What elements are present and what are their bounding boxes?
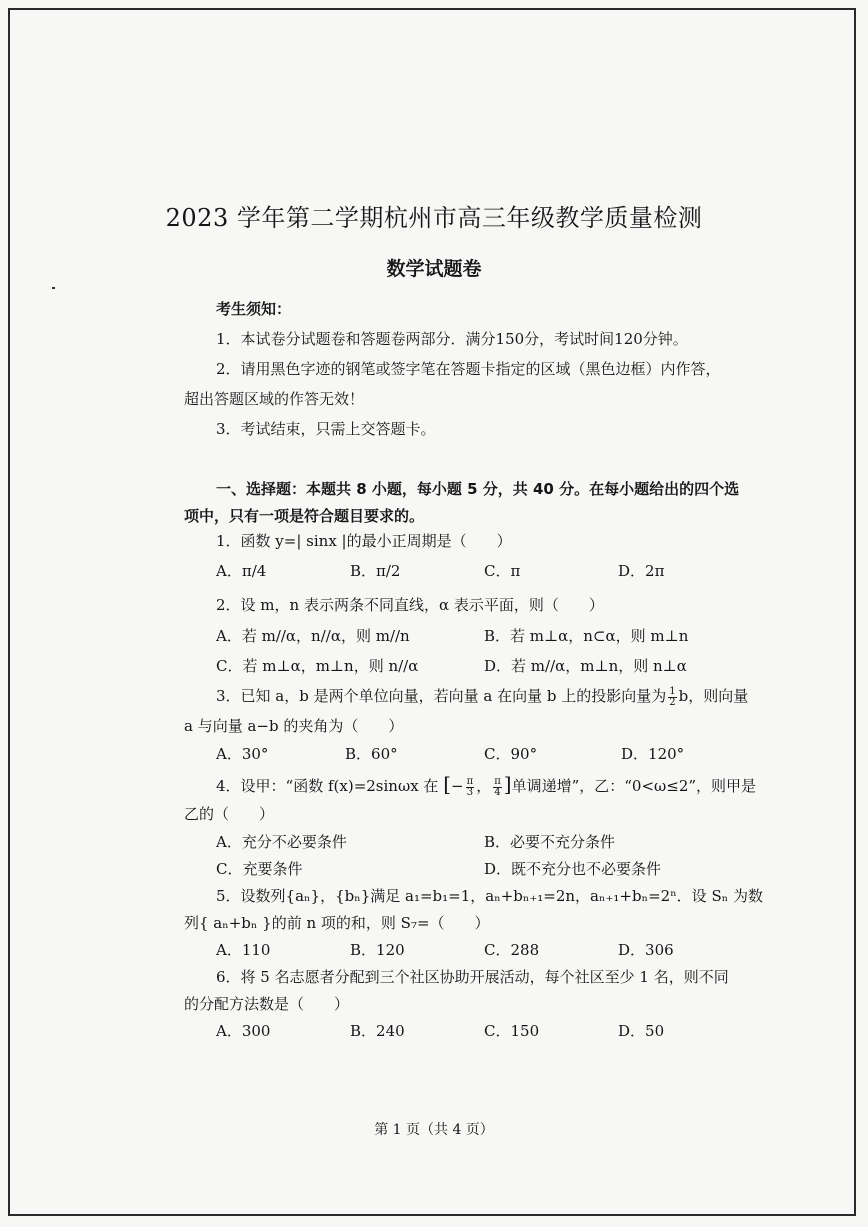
q3-line1-text-b: b，则向量	[678, 687, 749, 705]
exam-title: 2023 学年第二学期杭州市高三年级教学质量检测	[165, 204, 703, 232]
notice-item-3: 3．考试结束，只需上交答题卡。	[216, 420, 436, 438]
q2-stem: 2．设 m，n 表示两条不同直线，α 表示平面，则（ ）	[216, 596, 604, 614]
section-heading-line1: 一、选择题：本题共 8 小题，每小题 5 分，共 40 分。在每小题给出的四个选	[216, 480, 740, 498]
q6-line2: 的分配方法数是（ ）	[184, 995, 350, 1013]
q3-line1	[216, 686, 748, 708]
q4-option-c: C．充要条件	[216, 860, 303, 878]
q6-option-b: B．240	[350, 1022, 405, 1040]
q1-option-c: C．π	[484, 562, 521, 580]
interval-lower: − $\frac{\pi}{3}$ ， $\frac{\pi}{4}$	[451, 775, 501, 798]
q5-option-a: A．110	[216, 941, 271, 959]
exam-subtitle: 数学试题卷	[386, 258, 482, 280]
q6-line1: 6．将 5 名志愿者分配到三个社区协助开展活动，每个社区至少 1 名，则不同	[216, 968, 729, 986]
q1-option-b: B．π/2	[350, 562, 401, 580]
q1-stem: 1．函数 y=| sinx |的最小正周期是（ ）	[216, 532, 512, 550]
q6-option-c: C．150	[484, 1022, 540, 1040]
q2-option-a: A．若 m//α，n//α，则 m//n	[216, 627, 410, 645]
q4-line1-text-a: 4．设甲：“函数 f(x)=2sinωx 在	[216, 777, 439, 795]
notice-heading: 考生须知：	[216, 300, 292, 318]
q4-option-a: A．充分不必要条件	[216, 833, 347, 851]
q2-option-d: D．若 m//α，m⊥n，则 n⊥α	[484, 657, 687, 675]
q4-line1-text-b: 单调递增”，乙：“0<ω≤2”，则甲是	[511, 777, 757, 795]
section-heading-line2: 项中，只有一项是符合题目要求的。	[184, 507, 425, 525]
interval-bracket-right: ]	[503, 772, 512, 796]
q4-option-b: B．必要不充分条件	[484, 833, 616, 851]
q5-option-d: D．306	[618, 941, 674, 959]
q3-line1-text-a: 3．已知 a，b 是两个单位向量，若向量 a 在向量 b 上的投影向量为	[216, 687, 667, 705]
q2-option-b: B．若 m⊥α，n⊂α，则 m⊥n	[484, 627, 689, 645]
page-footer: 第 1 页（共 4 页）	[374, 1122, 494, 1138]
scan-speck	[52, 287, 55, 289]
q1-option-d: D．2π	[618, 562, 665, 580]
notice-item-2-cont: 超出答题区域的作答无效！	[184, 390, 365, 408]
q4-option-d: D．既不充分也不必要条件	[484, 860, 662, 878]
q5-line1: 5．设数列{aₙ}，{bₙ}满足 a₁=b₁=1，aₙ+bₙ₊₁=2n，aₙ₊₁+bₙ=2ⁿ．设 Sₙ 为数	[216, 887, 763, 905]
one-half-fraction: $\frac{1}{2}$	[669, 685, 676, 708]
notice-item-2: 2．请用黑色字迹的钢笔或签字笔在答题卡指定的区域（黑色边框）内作答，	[216, 360, 721, 378]
q6-option-d: D．50	[618, 1022, 665, 1040]
q3-line2: a 与向量 a−b 的夹角为（ ）	[184, 717, 404, 735]
q4-line2: 乙的（ ）	[184, 805, 275, 823]
q4-line1	[216, 774, 756, 798]
q6-option-a: A．300	[216, 1022, 271, 1040]
q3-option-a: A．30°	[216, 745, 269, 763]
q5-option-b: B．120	[350, 941, 405, 959]
q1-option-a: A．π/4	[216, 562, 267, 580]
interval-neg-pi3-pi4: [	[443, 772, 452, 796]
notice-item-1: 1．本试卷分试题卷和答题卷两部分．满分150分，考试时间120分钟。	[216, 330, 688, 348]
q3-option-d: D．120°	[621, 745, 685, 763]
q5-line2: 列{ aₙ+bₙ }的前 n 项的和，则 S₇=（ ）	[184, 914, 490, 932]
q5-option-c: C．288	[484, 941, 540, 959]
q3-option-c: C．90°	[484, 745, 538, 763]
q2-option-c: C．若 m⊥α，m⊥n，则 n//α	[216, 657, 419, 675]
q3-option-b: B．60°	[345, 745, 398, 763]
